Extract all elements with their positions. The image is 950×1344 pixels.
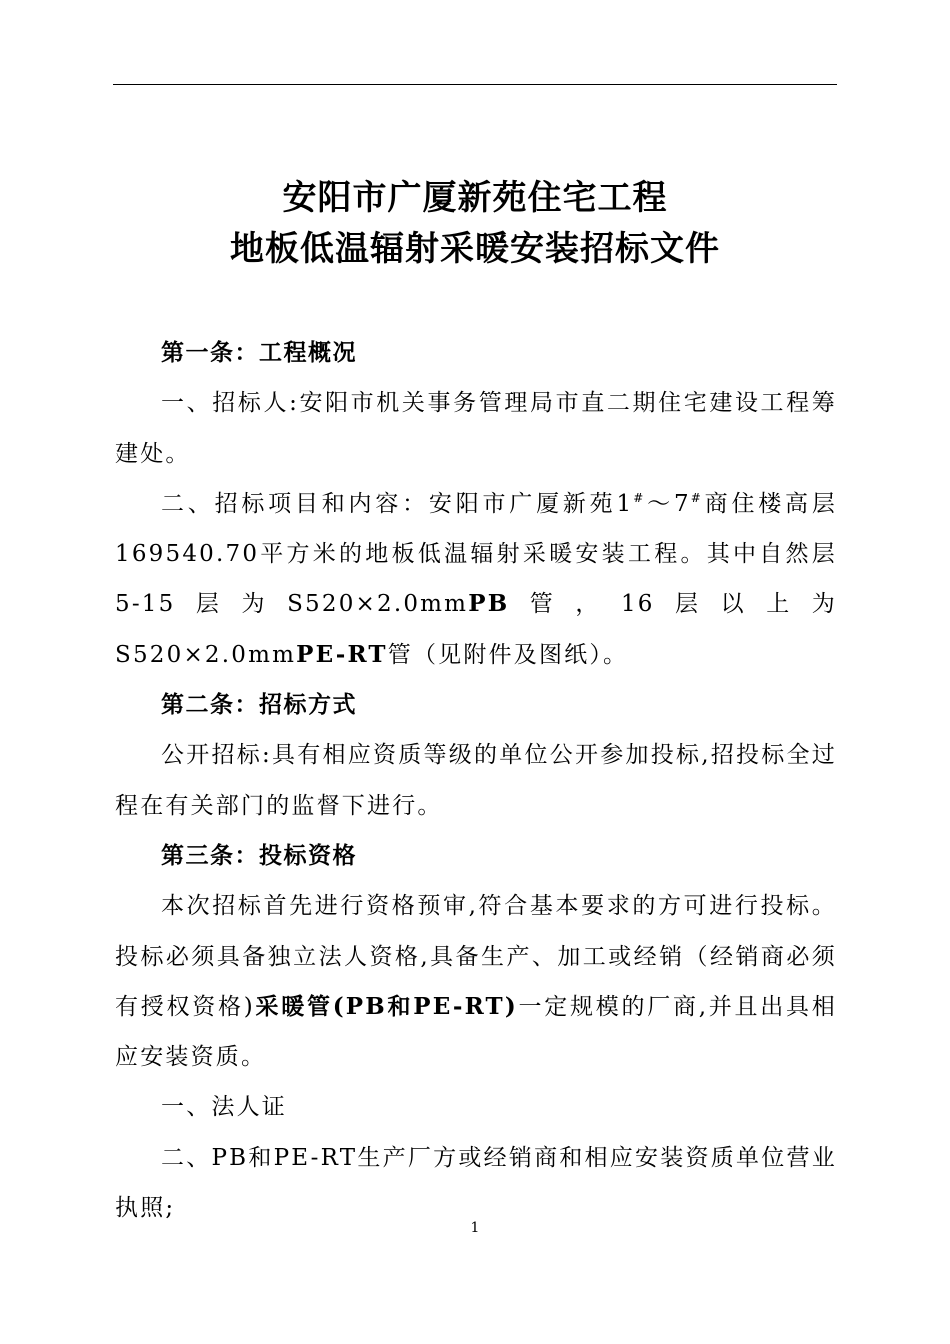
section-3-item-1: 一、法人证 <box>161 1094 287 1121</box>
section-3-body-text-1: 本次招标首先进行资格预审,符合基本要求的方可进行投标。投标必须具备独立法人资格,具备生产、加工或经销（经销商必须有授权资格) <box>115 893 837 1020</box>
number-sign-2: # <box>690 490 704 505</box>
range-tilde: ～ <box>645 490 674 517</box>
section-1-heading: 第一条：工程概况 <box>161 340 357 366</box>
building-number-end: 7 <box>673 490 691 517</box>
item-2-text-a: 二、招标项目和内容：安阳市广厦新苑 <box>161 490 617 517</box>
item-2-text-c: 管，16层以上为S520×2.0mm <box>115 591 837 668</box>
page-number: 1 <box>470 1220 480 1236</box>
section-1-item-1: 一、招标人:安阳市机关事务管理局市直二期住宅建设工程筹建处。 <box>115 390 837 467</box>
item-2-text-b: 商住楼高层169540.70平方米的地板低温辐射采暖安装工程。其中自然层5-15层为S520×2.0mm <box>115 490 838 618</box>
section-3-body-text-2: 一定规模的厂商,并且出具相应安装资质。 <box>115 993 837 1071</box>
number-sign-1: # <box>633 490 646 505</box>
section-3-body <box>115 881 837 1082</box>
section-2-body: 公开招标:具有相应资质等级的单位公开参加投标,招投标全过程在有关部门的监督下进行。 <box>115 742 837 819</box>
pb-pipe-label: PB <box>468 590 510 618</box>
building-number-start: 1 <box>616 490 634 517</box>
section-1-item-2 <box>115 479 837 680</box>
item-2-text-d: 管（见附件及图纸）。 <box>387 641 629 668</box>
pert-pipe-label: PE-RT <box>296 640 388 668</box>
document-title-line-2: 地板低温辐射采暖安装招标文件 <box>230 229 720 269</box>
document-title-line-1: 安阳市广厦新苑住宅工程 <box>282 178 668 218</box>
section-3-heading: 第三条：投标资格 <box>161 842 357 869</box>
section-3-item-2: 二、PB和PE-RT生产厂方或经销商和相应安装资质单位营业执照; <box>115 1144 837 1222</box>
heating-pipe-bold: 采暖管(PB和PE-RT) <box>254 992 518 1020</box>
section-2-heading: 第二条：招标方式 <box>161 692 357 719</box>
header-rule <box>113 84 837 85</box>
document-body <box>115 328 837 1233</box>
